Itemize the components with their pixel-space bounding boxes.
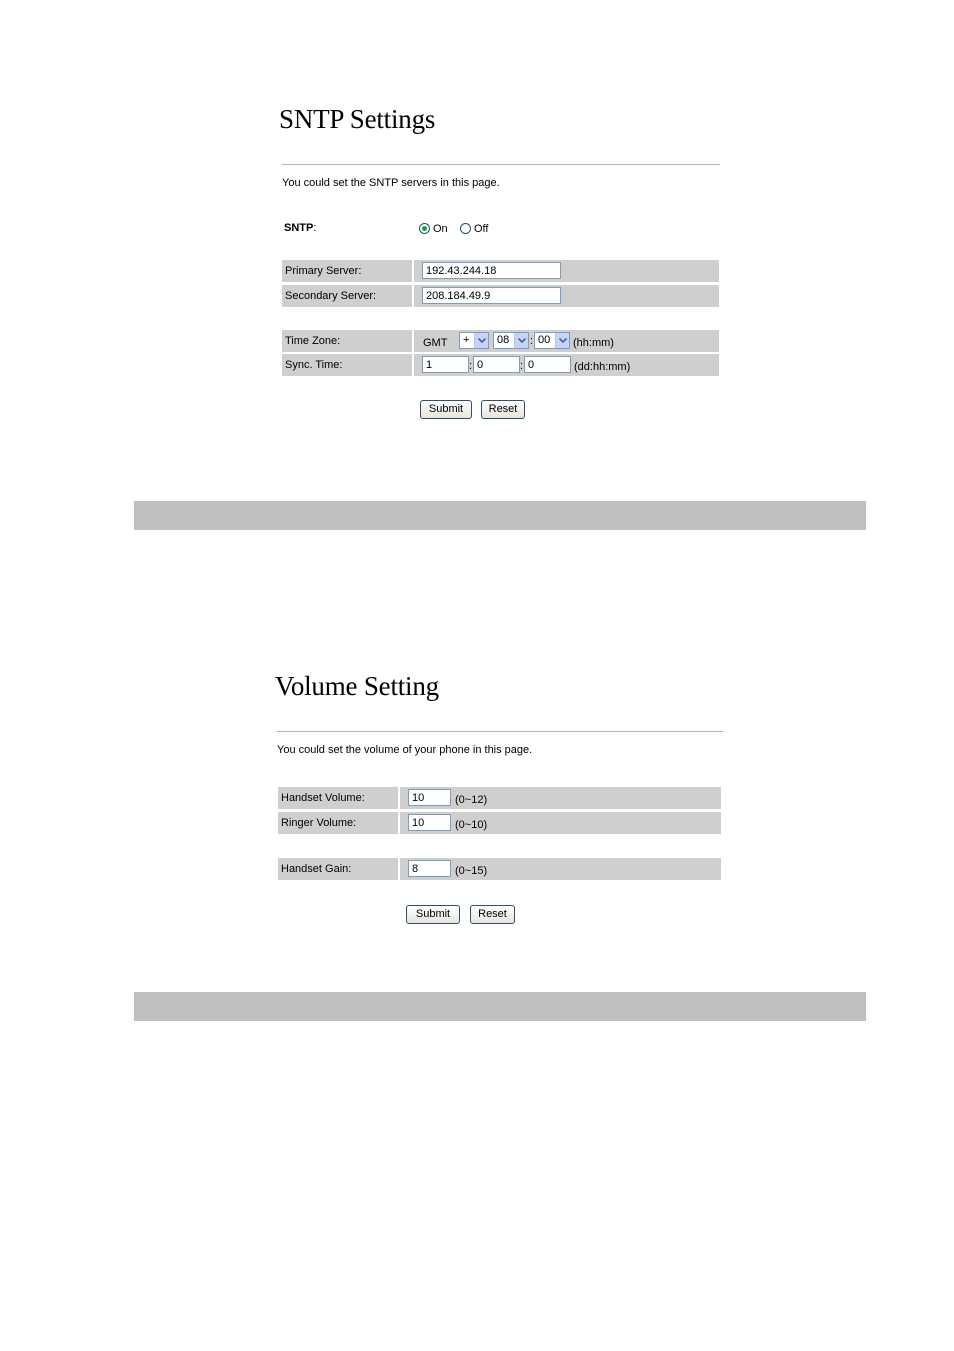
handset-gain-input[interactable]: 8: [408, 860, 451, 877]
handset-volume-row: [278, 787, 721, 809]
timezone-gmt-label: GMT: [423, 337, 448, 349]
chevron-down-icon[interactable]: [514, 333, 528, 348]
title-divider: [282, 164, 720, 165]
handset-volume-input[interactable]: 10: [408, 789, 451, 806]
primary-server-label: Primary Server:: [285, 265, 362, 277]
sntp-submit-button[interactable]: Submit: [420, 400, 472, 419]
sntp-label: [284, 221, 316, 235]
row-separator: [398, 858, 400, 880]
secondary-server-label: Secondary Server:: [285, 290, 377, 302]
timezone-format-hint: (hh:mm): [573, 337, 614, 349]
sntp-on-radio[interactable]: [419, 223, 430, 234]
sntp-description: You could set the SNTP servers in this page.: [282, 177, 500, 189]
timezone-minutes-value: 00: [538, 334, 551, 346]
volume-page-title: Volume Setting: [275, 671, 439, 701]
secondary-server-input[interactable]: 208.184.49.9: [422, 287, 561, 304]
sync-colon-1: :: [469, 360, 473, 372]
sync-days-input[interactable]: 1: [422, 356, 469, 373]
row-separator: [412, 354, 414, 376]
primary-server-input[interactable]: 192.43.244.18: [422, 262, 561, 279]
ringer-volume-row: [278, 812, 721, 834]
title-divider: [277, 731, 723, 732]
row-separator: [412, 260, 414, 282]
handset-gain-range: (0~15): [455, 865, 488, 877]
sync-hours-input[interactable]: 0: [473, 356, 520, 373]
sync-time-label: Sync. Time:: [285, 359, 343, 371]
volume-submit-button[interactable]: Submit: [406, 905, 460, 924]
section-separator-bar: [134, 501, 866, 530]
chevron-down-icon[interactable]: [555, 333, 569, 348]
timezone-hours-value: 08: [497, 334, 510, 346]
ringer-volume-range: (0~10): [455, 819, 488, 831]
volume-reset-button[interactable]: Reset: [470, 905, 515, 924]
sntp-label-text: SNTP: [284, 222, 314, 234]
sntp-on-label[interactable]: On: [433, 223, 448, 235]
row-separator: [412, 330, 414, 352]
sync-colon-2: :: [520, 360, 524, 372]
ringer-volume-label: Ringer Volume:: [281, 817, 357, 829]
sync-format-hint: (dd:hh:mm): [574, 361, 631, 373]
timezone-hours-select[interactable]: [493, 332, 529, 349]
section-separator-bar: [134, 992, 866, 1021]
ringer-volume-input[interactable]: 10: [408, 814, 451, 831]
timezone-sign-value: +: [463, 334, 470, 346]
handset-gain-label: Handset Gain:: [281, 863, 352, 875]
chevron-down-icon[interactable]: [474, 333, 488, 348]
sntp-off-label[interactable]: Off: [474, 223, 489, 235]
sntp-reset-button[interactable]: Reset: [481, 400, 525, 419]
sntp-page-title: SNTP Settings: [279, 104, 436, 134]
time-zone-label: Time Zone:: [285, 335, 341, 347]
sntp-label-colon: :: [313, 222, 317, 234]
sntp-off-radio[interactable]: [460, 223, 471, 234]
timezone-colon: :: [530, 335, 534, 347]
volume-description: You could set the volume of your phone in this page.: [277, 744, 533, 756]
row-separator: [412, 285, 414, 307]
handset-volume-label: Handset Volume:: [281, 792, 365, 804]
handset-volume-range: (0~12): [455, 794, 488, 806]
row-separator: [398, 812, 400, 834]
handset-gain-row: [278, 858, 721, 880]
sync-minutes-input[interactable]: 0: [524, 356, 571, 373]
timezone-sign-select[interactable]: [459, 332, 489, 349]
row-separator: [398, 787, 400, 809]
timezone-minutes-select[interactable]: [534, 332, 570, 349]
